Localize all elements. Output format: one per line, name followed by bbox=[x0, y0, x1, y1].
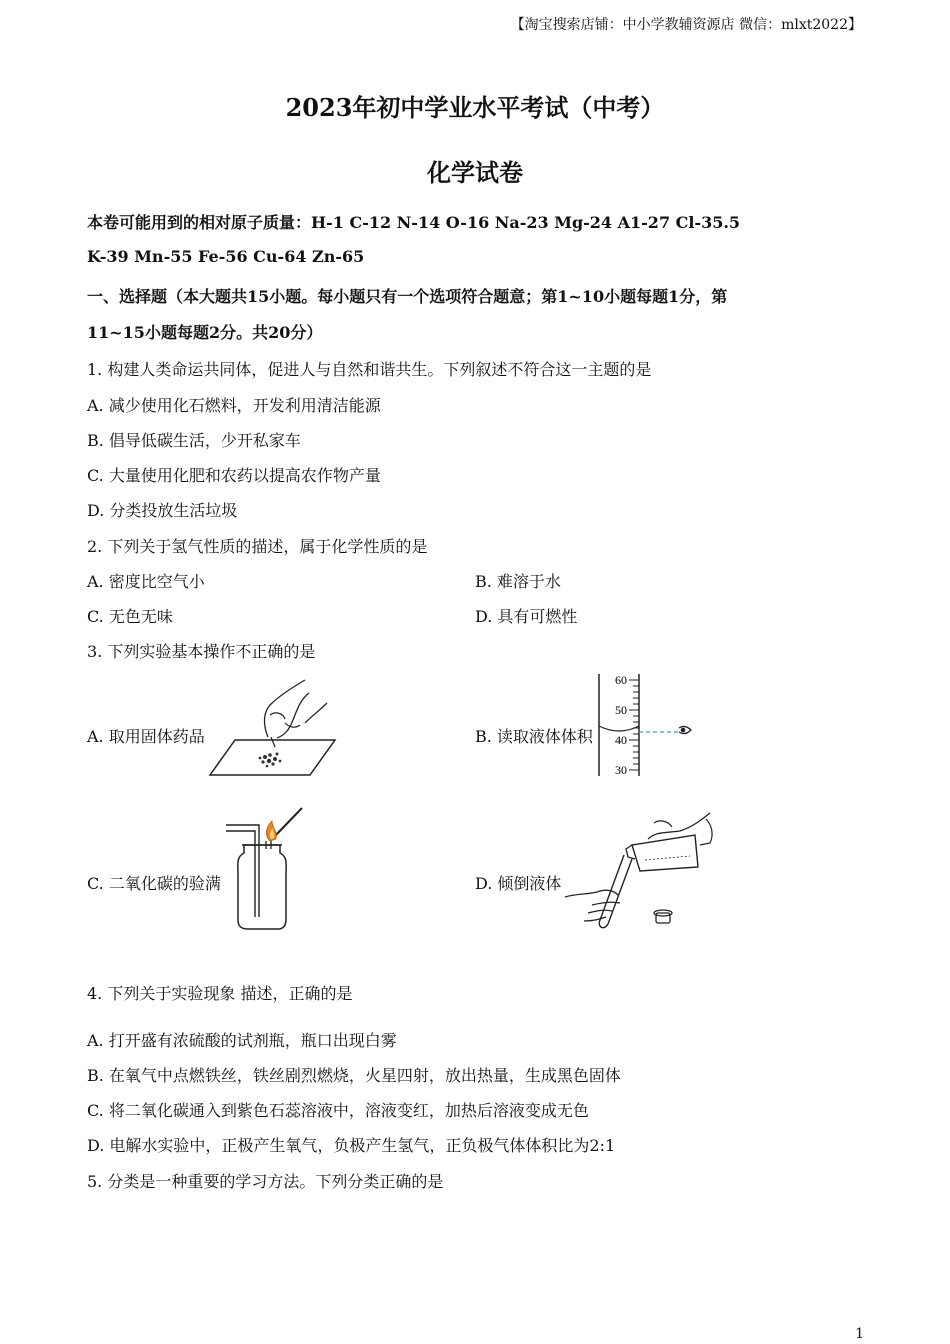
exam-subtitle: 化学试卷 bbox=[427, 158, 523, 187]
atomic-mass-line-2: K-39 Mn-55 Fe-56 Cu-64 Zn-65 bbox=[87, 247, 365, 266]
exam-title: 2023年初中学业水平考试（中考） bbox=[285, 93, 665, 122]
pour-liquid-figure bbox=[560, 805, 720, 935]
q5-stem: 5. 分类是一种重要的学习方法。下列分类正确的是 bbox=[87, 1172, 444, 1191]
q3-stem: 3. 下列实验基本操作不正确的是 bbox=[87, 642, 316, 661]
q1-option-b: B. 倡导低碳生活，少开私家车 bbox=[87, 431, 301, 450]
q3-option-a: A. 取用固体药品 bbox=[87, 727, 205, 746]
tick-50: 50 bbox=[615, 703, 627, 717]
atomic-mass-line-1: 本卷可能用到的相对原子质量：H-1 C-12 N-14 O-16 Na-23 Mg-24 A1-27 Cl-35.5 bbox=[87, 213, 741, 232]
q3-option-c: C. 二氧化碳的验满 bbox=[87, 874, 221, 893]
header-note: 【淘宝搜索店铺：中小学教辅资源店 微信：mlxt2022】 bbox=[510, 17, 862, 33]
q2-option-c: C. 无色无味 bbox=[87, 607, 173, 626]
q1-option-d: D. 分类投放生活垃圾 bbox=[87, 501, 238, 520]
q4-option-d: D. 电解水实验中，正极产生氧气，负极产生氢气，正负极气体体积比为2:1 bbox=[87, 1136, 616, 1155]
q3-option-d: D. 倾倒液体 bbox=[475, 874, 562, 893]
q4-option-c: C. 将二氧化碳通入到紫色石蕊溶液中，溶液变红，加热后溶液变成无色 bbox=[87, 1101, 589, 1120]
q1-option-c: C. 大量使用化肥和农药以提高农作物产量 bbox=[87, 466, 381, 485]
q4-stem: 4. 下列关于实验现象 描述，正确的是 bbox=[87, 984, 353, 1003]
tick-30: 30 bbox=[615, 763, 627, 777]
q2-option-d: D. 具有可燃性 bbox=[475, 607, 578, 626]
q3-option-b: B. 读取液体体积 bbox=[475, 727, 593, 746]
q1-stem: 1. 构建人类命运共同体，促进人与自然和谐共生。下列叙述不符合这一主题的是 bbox=[87, 360, 652, 379]
q2-option-a: A. 密度比空气小 bbox=[87, 572, 205, 591]
tick-60: 60 bbox=[615, 673, 627, 687]
co2-full-test-figure bbox=[222, 805, 312, 933]
graduated-cylinder-figure bbox=[595, 670, 705, 782]
solid-reagent-figure bbox=[205, 675, 340, 780]
section-heading-line-1: 一、选择题（本大题共15小题。每小题只有一个选项符合题意；第1~10小题每题1分，第 bbox=[87, 287, 728, 306]
q2-stem: 2. 下列关于氢气性质的描述，属于化学性质的是 bbox=[87, 537, 428, 556]
q2-option-b: B. 难溶于水 bbox=[475, 572, 561, 591]
q4-option-a: A. 打开盛有浓硫酸的试剂瓶，瓶口出现白雾 bbox=[87, 1031, 397, 1050]
page-number: 1 bbox=[855, 1326, 864, 1342]
q4-option-b: B. 在氧气中点燃铁丝，铁丝剧烈燃烧，火星四射，放出热量，生成黑色固体 bbox=[87, 1066, 621, 1085]
section-heading-line-2: 11~15小题每题2分。共20分） bbox=[87, 323, 323, 342]
tick-40: 40 bbox=[615, 733, 627, 747]
q1-option-a: A. 减少使用化石燃料，开发利用清洁能源 bbox=[87, 396, 381, 415]
